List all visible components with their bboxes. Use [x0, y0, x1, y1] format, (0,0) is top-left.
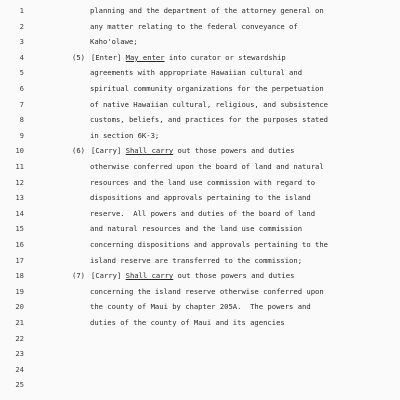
text-segment: concerning the island reserve otherwise conferred upon — [90, 286, 324, 296]
document-line — [0, 65, 400, 80]
document-line — [0, 175, 400, 190]
document-line — [0, 81, 400, 96]
text-segment: dispositions and approvals pertaining to the island — [90, 193, 311, 203]
text-segment: any matter relating to the federal conveyance of — [90, 21, 298, 31]
document-line — [0, 190, 400, 205]
text-segment: in section 6K-3; — [90, 130, 160, 140]
document-line — [0, 143, 400, 158]
line-number: 10 — [15, 146, 24, 156]
inserted-text: Shall carry — [125, 271, 174, 281]
text-segment: [Carry] — [91, 146, 126, 156]
document-line — [0, 50, 400, 65]
document-line — [0, 377, 400, 392]
line-number: 17 — [15, 255, 24, 265]
line-text — [90, 19, 298, 34]
line-number: 20 — [15, 302, 24, 312]
document-line — [0, 97, 400, 112]
line-text — [91, 268, 294, 283]
line-number: 4 — [19, 52, 24, 62]
line-number: 2 — [19, 21, 24, 31]
line-number: 14 — [15, 208, 24, 218]
document-line — [0, 315, 400, 330]
text-segment: of native Hawaiian cultural, religious, and subsistence — [90, 99, 328, 109]
line-number: 22 — [15, 333, 24, 343]
line-number: 12 — [15, 177, 24, 187]
line-number: 24 — [15, 364, 24, 374]
text-segment: agreements with appropriate Hawaiian cultural and — [90, 68, 303, 78]
line-number: 8 — [19, 115, 24, 125]
text-segment: otherwise conferred upon the board of land and natural — [90, 162, 324, 171]
document-line — [0, 206, 400, 221]
text-segment: resources and the land use commission with regard to — [90, 177, 316, 187]
text-segment: reserve. All powers and duties of the board of land — [90, 208, 316, 218]
line-number: 6 — [19, 84, 24, 93]
paragraph-marker: (7) — [72, 271, 85, 281]
line-number: 15 — [15, 224, 24, 234]
line-text — [91, 50, 286, 65]
text-segment: spiritual community organizations for the perpetuation — [90, 84, 324, 93]
line-number: 18 — [15, 271, 24, 281]
line-number: 16 — [15, 240, 24, 249]
document-line — [0, 237, 400, 252]
document-line — [0, 346, 400, 361]
text-segment: customs, beliefs, and practices for the purposes stated — [90, 115, 328, 125]
line-text — [90, 65, 302, 80]
line-text — [90, 237, 328, 252]
line-text — [90, 299, 311, 314]
line-number: 25 — [15, 380, 24, 390]
text-segment: duties of the county of Maui and its agencies — [90, 318, 285, 327]
line-text — [91, 143, 294, 158]
line-number: 5 — [19, 68, 24, 78]
document-line — [0, 331, 400, 346]
text-segment: Kaho'olawe; — [90, 37, 138, 47]
line-text — [90, 3, 324, 18]
line-number: 13 — [15, 193, 24, 203]
document-line — [0, 159, 400, 174]
line-text — [90, 206, 315, 221]
text-segment: the county of Maui by chapter 205A. The powers and — [90, 302, 311, 312]
line-number: 3 — [19, 37, 24, 47]
paragraph-marker: (6) — [72, 146, 85, 156]
text-segment: out those powers and duties — [173, 271, 295, 281]
document-line — [0, 268, 400, 283]
document-line — [0, 221, 400, 236]
line-text — [90, 81, 324, 96]
line-text — [90, 221, 302, 236]
line-text — [90, 34, 138, 49]
text-segment: [Enter] — [91, 52, 126, 62]
line-text — [90, 315, 285, 330]
text-segment: planning and the department of the attorney general on — [90, 6, 324, 15]
text-segment: island reserve are transferred to the commission; — [90, 255, 303, 265]
text-segment: concerning dispositions and approvals pertaining to the — [90, 240, 328, 249]
document-line — [0, 253, 400, 268]
line-number: 1 — [19, 6, 24, 15]
line-number: 21 — [15, 318, 24, 327]
line-text — [90, 253, 302, 268]
line-number: 11 — [15, 162, 24, 171]
text-segment: [Carry] — [91, 271, 126, 281]
document-line — [0, 128, 400, 143]
line-text — [90, 190, 311, 205]
inserted-text: Shall carry — [125, 146, 174, 156]
line-number: 9 — [19, 130, 24, 140]
document-line — [0, 19, 400, 34]
text-segment: into curator or stewardship — [164, 52, 286, 62]
line-text — [90, 128, 159, 143]
document-line — [0, 299, 400, 314]
document-line — [0, 362, 400, 377]
line-number: 19 — [15, 286, 24, 296]
document-line — [0, 3, 400, 18]
document-line — [0, 284, 400, 299]
line-text — [90, 159, 324, 174]
line-number: 7 — [19, 99, 24, 109]
text-segment: and natural resources and the land use commission — [90, 224, 303, 234]
line-number: 23 — [15, 349, 24, 359]
line-text — [90, 175, 315, 190]
document-line — [0, 112, 400, 127]
document-line — [0, 34, 400, 49]
line-text — [90, 112, 328, 127]
line-text — [90, 97, 328, 112]
paragraph-marker: (5) — [72, 52, 85, 62]
inserted-text: May enter — [125, 52, 165, 62]
text-segment: out those powers and duties — [173, 146, 295, 156]
line-text — [90, 284, 324, 299]
